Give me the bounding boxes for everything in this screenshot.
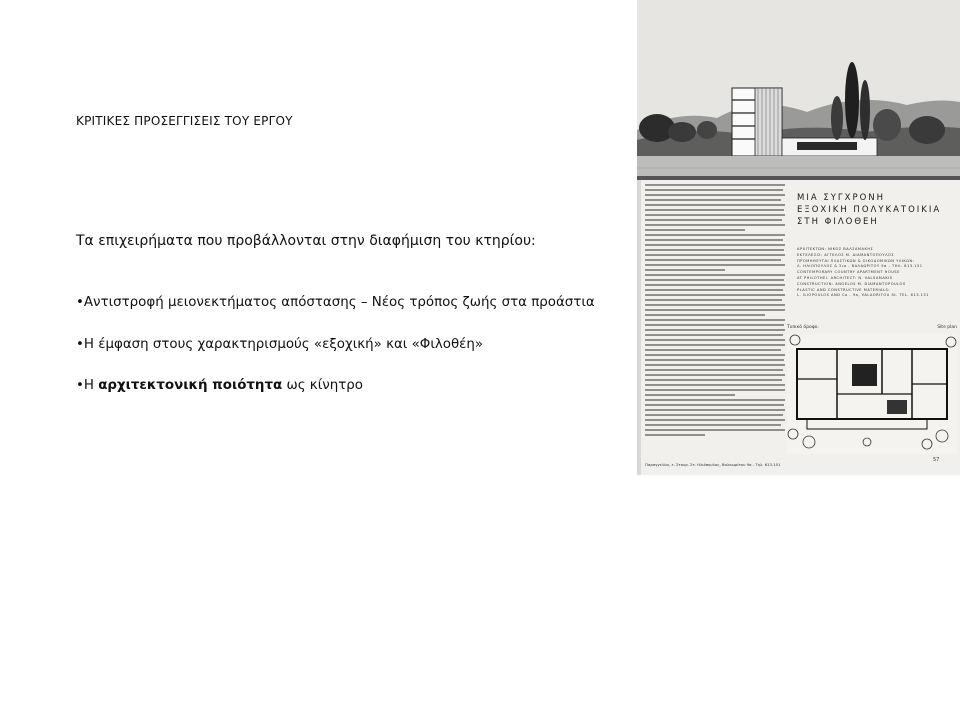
credit-line: ΠΡΟΜΗΘΕΥΤΑΙ ΠΛΑΣΤΙΚΩΝ & ΟΙΚΟΔΟΜΙΚΩΝ ΥΛΙΚΩΝ:: [797, 258, 915, 263]
bullet-emphasis: •Η έμφαση στους χαρακτηρισμούς «εξοχική» και «Φιλοθέη»: [76, 337, 484, 352]
magazine-scan-image: [637, 0, 960, 475]
plan-caption: [787, 325, 957, 333]
article-body-text: [645, 184, 785, 459]
credit-line: Λ. ΗΛΙΟΠΟΥΛΟΣ & Σια - ΒΑΛΑΩΡΙΤΟΥ 9α - ΤΗΛ. 613.151: [797, 264, 923, 269]
floor-plan-drawing: [787, 334, 957, 454]
building-illustration: [637, 0, 960, 180]
plan-caption-left: Τυπικό όροφο.: [787, 325, 819, 330]
slide-title: ΚΡΙΤΙΚΕΣ ΠΡΟΣΕΓΓΙΣΕΙΣ ΤΟΥ ΕΡΓΟΥ: [76, 114, 293, 128]
bullet-architecture: [76, 378, 363, 393]
bullet-architecture-prefix: •Η: [76, 378, 99, 393]
credit-line: CONSTRUCTION: ANGELOS M. DIAMANTOPOULOS: [797, 281, 906, 286]
credit-line: ΑΡΧΙΤΕΚΤΩΝ: ΝΙΚΟΣ ΒΑΛΣΑΜΑΚΗΣ: [797, 247, 874, 251]
bullet-architecture-suffix: ως κίνητρο: [282, 378, 363, 393]
page-number: 57: [933, 457, 940, 463]
credit-line: PLASTIC AND CONSTRUCTIVE MATERIALS:: [797, 287, 890, 292]
credit-line: L. ILIOPOULOS AND Co - 9a, VALAORITOU St. TEL. 613.151: [797, 293, 930, 298]
article-credits: [797, 247, 957, 299]
bullet-distance: •Αντιστροφή μειονεκτήματος απόστασης – Νέος τρόπος ζωής στα προάστια: [76, 295, 595, 310]
article-footnote: Παραγγελίαι, ε. Στουρ. Στ. Ηλιόπουλος, Βαλαωρίτου 9α - Τηλ. 613.151: [645, 462, 781, 467]
credit-line: AT PHILOTHEI. ARCHITECT: N. VALSAMAKIS: [797, 275, 893, 280]
credit-line: CONTEMPORARY COUNTRY APARTMENT HOUSE: [797, 270, 900, 275]
headline-line-2: ΕΞΟΧΙΚΗ ΠΟΛΥΚΑΤΟΙΚΙΑ: [797, 205, 942, 215]
credit-line: ΕΚΤΕΛΕΣΙΣ: ΑΓΓΕΛΟΣ Μ. ΔΙΑΜΑΝΤΟΠΟΥΛΟΣ: [797, 252, 895, 257]
headline-line-3: ΣΤΗ ΦΙΛΟΘΕΗ: [797, 217, 879, 227]
article-headline: [797, 192, 957, 228]
intro-text: Τα επιχειρήματα που προβάλλονται στην διαφήμιση του κτηρίου:: [76, 233, 536, 249]
bullet-architecture-bold: αρχιτεκτονική ποιότητα: [98, 378, 283, 393]
plan-caption-right: Site plan: [937, 325, 957, 330]
headline-line-1: ΜΙΑ ΣΥΓΧΡΟΝΗ: [797, 193, 886, 203]
